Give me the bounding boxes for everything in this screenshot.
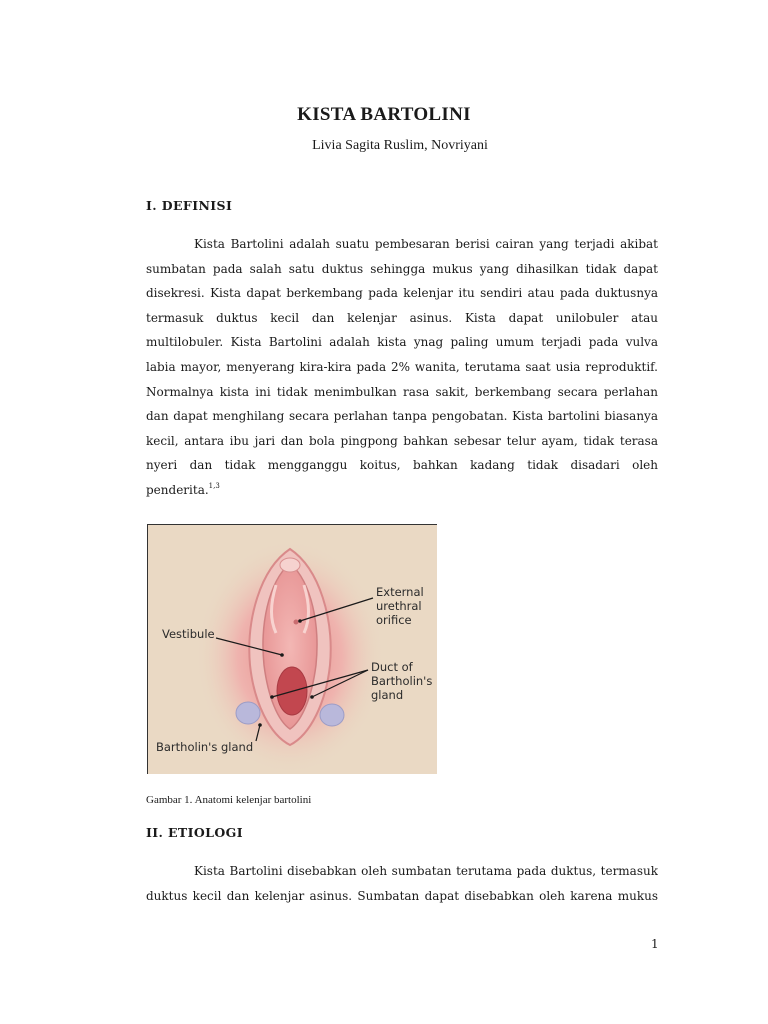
label-duct-of: Duct of [371,660,413,674]
section-heading-definisi: I. DEFINISI [146,198,233,213]
paragraph-line: Kista Bartolini disebabkan oleh sumbatan terutama pada duktus, termasuk [194,864,658,878]
label-gland: gland [371,688,404,702]
label-orifice: orifice [376,613,412,627]
paragraph-line: dan dapat menghilang secara perlahan tanpa pengobatan. Kista bartolini biasanya [146,409,658,424]
section-heading-etiologi: II. ETIOLOGI [146,825,243,840]
paragraph-last-text: penderita. [146,482,209,497]
paragraph-line: termasuk duktus kecil dan kelenjar asinus. Kista dapat unilobuler atau [146,310,658,325]
bartholin-gland-right [320,704,344,726]
label-bartholins-gland: Bartholin's gland [156,740,254,754]
paragraph-line: labia mayor, menyerang kira-kira pada 2% wanita, terutama saat usia reproduktif. [146,359,658,374]
bartholin-gland-left [236,702,260,724]
anatomy-figure [147,524,437,774]
paragraph-etiologi [146,859,658,908]
page-number: 1 [651,937,659,951]
label-urethral: urethral [376,599,422,613]
paragraph-line: duktus kecil dan kelenjar asinus. Sumbatan dapat disebabkan oleh karena mukus [146,888,658,903]
label-bartholins: Bartholin's [371,674,433,688]
paragraph-line: Kista Bartolini adalah suatu pembesaran berisi cairan yang terjadi akibat [194,237,658,251]
urethral-orifice [294,620,299,625]
label-external: External [376,585,424,599]
paragraph-line: disekresi. Kista dapat berkembang pada kelenjar itu sendiri atau pada duktusnya [146,286,658,301]
paragraph-line: kecil, antara ibu jari dan bola pingpong bahkan sebesar telur ayam, tidak terasa [146,433,658,448]
citation-reference: 1,3 [208,481,220,490]
paragraph-definisi [146,232,658,503]
label-vestibule: Vestibule [162,627,215,641]
document-title: KISTA BARTOLINI [297,104,471,125]
paragraph-line: nyeri dan tidak mengganggu koitus, bahkan kadang tidak disadari oleh [146,458,658,473]
anatomy-illustration [148,525,437,774]
paragraph-line: multilobuler. Kista Bartolini adalah kista ynag paling umum terjadi pada vulva [146,335,658,350]
paragraph-line: sumbatan pada salah satu duktus sehingga mukus yang dihasilkan tidak dapat [146,261,658,276]
document-authors: Livia Sagita Ruslim, Novriyani [312,138,488,153]
paragraph-line: Normalnya kista ini tidak menimbulkan rasa sakit, berkembang secara perlahan [146,384,658,399]
paragraph-last-line [146,478,658,503]
figure-caption: Gambar 1. Anatomi kelenjar bartolini [146,794,312,806]
